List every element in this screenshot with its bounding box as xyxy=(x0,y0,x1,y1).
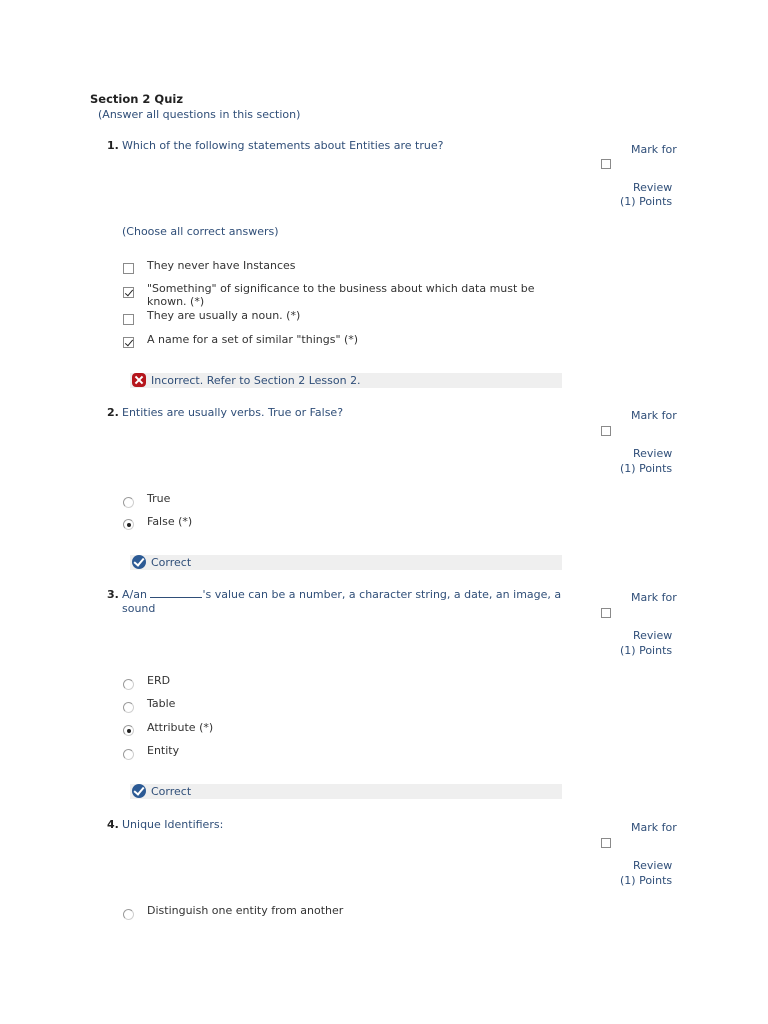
points-label: (1) Points xyxy=(620,644,673,657)
answer-label: Attribute (*) xyxy=(147,721,214,734)
points-label: (1) Points xyxy=(620,462,673,475)
question-text-before: A/an xyxy=(122,588,147,601)
review-label: Review xyxy=(633,629,673,642)
answer-label: Table xyxy=(147,697,176,710)
feedback-text: Incorrect. Refer to Section 2 Lesson 2. xyxy=(151,374,361,387)
answer-radio[interactable] xyxy=(123,749,134,760)
answer-label: False (*) xyxy=(147,515,193,528)
feedback-bar xyxy=(130,373,562,388)
question-text xyxy=(122,588,562,616)
answer-radio[interactable] xyxy=(123,679,134,690)
correct-icon xyxy=(132,555,146,569)
question-number: 1. xyxy=(107,139,119,152)
mark-for-review-checkbox[interactable] xyxy=(601,426,611,436)
points-label: (1) Points xyxy=(620,874,673,887)
answer-label: They never have Instances xyxy=(147,259,296,272)
answer-checkbox[interactable] xyxy=(123,337,134,348)
section-title: Section 2 Quiz xyxy=(90,92,184,106)
answer-radio[interactable] xyxy=(123,519,134,530)
review-label: Review xyxy=(633,859,673,872)
mark-for-review-checkbox[interactable] xyxy=(601,608,611,618)
answer-label: Entity xyxy=(147,744,180,757)
answer-blank xyxy=(150,588,202,598)
answer-radio[interactable] xyxy=(123,497,134,508)
review-label: Review xyxy=(633,181,673,194)
feedback-text: Correct xyxy=(151,785,192,798)
answer-label: ERD xyxy=(147,674,171,687)
answer-label: True xyxy=(147,492,171,505)
question-text: Which of the following statements about Entities are true? xyxy=(122,139,444,152)
answer-label: "Something" of significance to the business about which data must be known. (*) xyxy=(147,282,535,308)
correct-icon xyxy=(132,784,146,798)
review-label: Review xyxy=(633,447,673,460)
mark-for-review-checkbox[interactable] xyxy=(601,838,611,848)
question-number: 4. xyxy=(107,818,119,831)
mark-for-label: Mark for xyxy=(631,409,677,422)
mark-for-review-checkbox[interactable] xyxy=(601,159,611,169)
answer-radio[interactable] xyxy=(123,725,134,736)
question-text: Entities are usually verbs. True or False? xyxy=(122,406,344,419)
answer-label: Distinguish one entity from another xyxy=(147,904,344,917)
question-text-after: 's value can be a number, a character string, a date, an image, a sound xyxy=(122,588,562,615)
answer-label: A name for a set of similar "things" (*) xyxy=(147,333,359,346)
answer-checkbox[interactable] xyxy=(123,263,134,274)
points-label: (1) Points xyxy=(620,195,673,208)
answer-checkbox[interactable] xyxy=(123,287,134,298)
mark-for-label: Mark for xyxy=(631,821,677,834)
incorrect-icon xyxy=(132,373,146,387)
mark-for-label: Mark for xyxy=(631,143,677,156)
feedback-bar xyxy=(130,555,562,570)
answer-radio[interactable] xyxy=(123,909,134,920)
mark-for-label: Mark for xyxy=(631,591,677,604)
answer-label: They are usually a noun. (*) xyxy=(147,309,301,322)
question-number: 3. xyxy=(107,588,119,601)
feedback-bar xyxy=(130,784,562,799)
question-instruction: (Choose all correct answers) xyxy=(122,225,279,238)
question-number: 2. xyxy=(107,406,119,419)
section-subtitle: (Answer all questions in this section) xyxy=(98,108,301,121)
question-text: Unique Identifiers: xyxy=(122,818,224,831)
feedback-text: Correct xyxy=(151,556,192,569)
answer-checkbox[interactable] xyxy=(123,314,134,325)
answer-radio[interactable] xyxy=(123,702,134,713)
